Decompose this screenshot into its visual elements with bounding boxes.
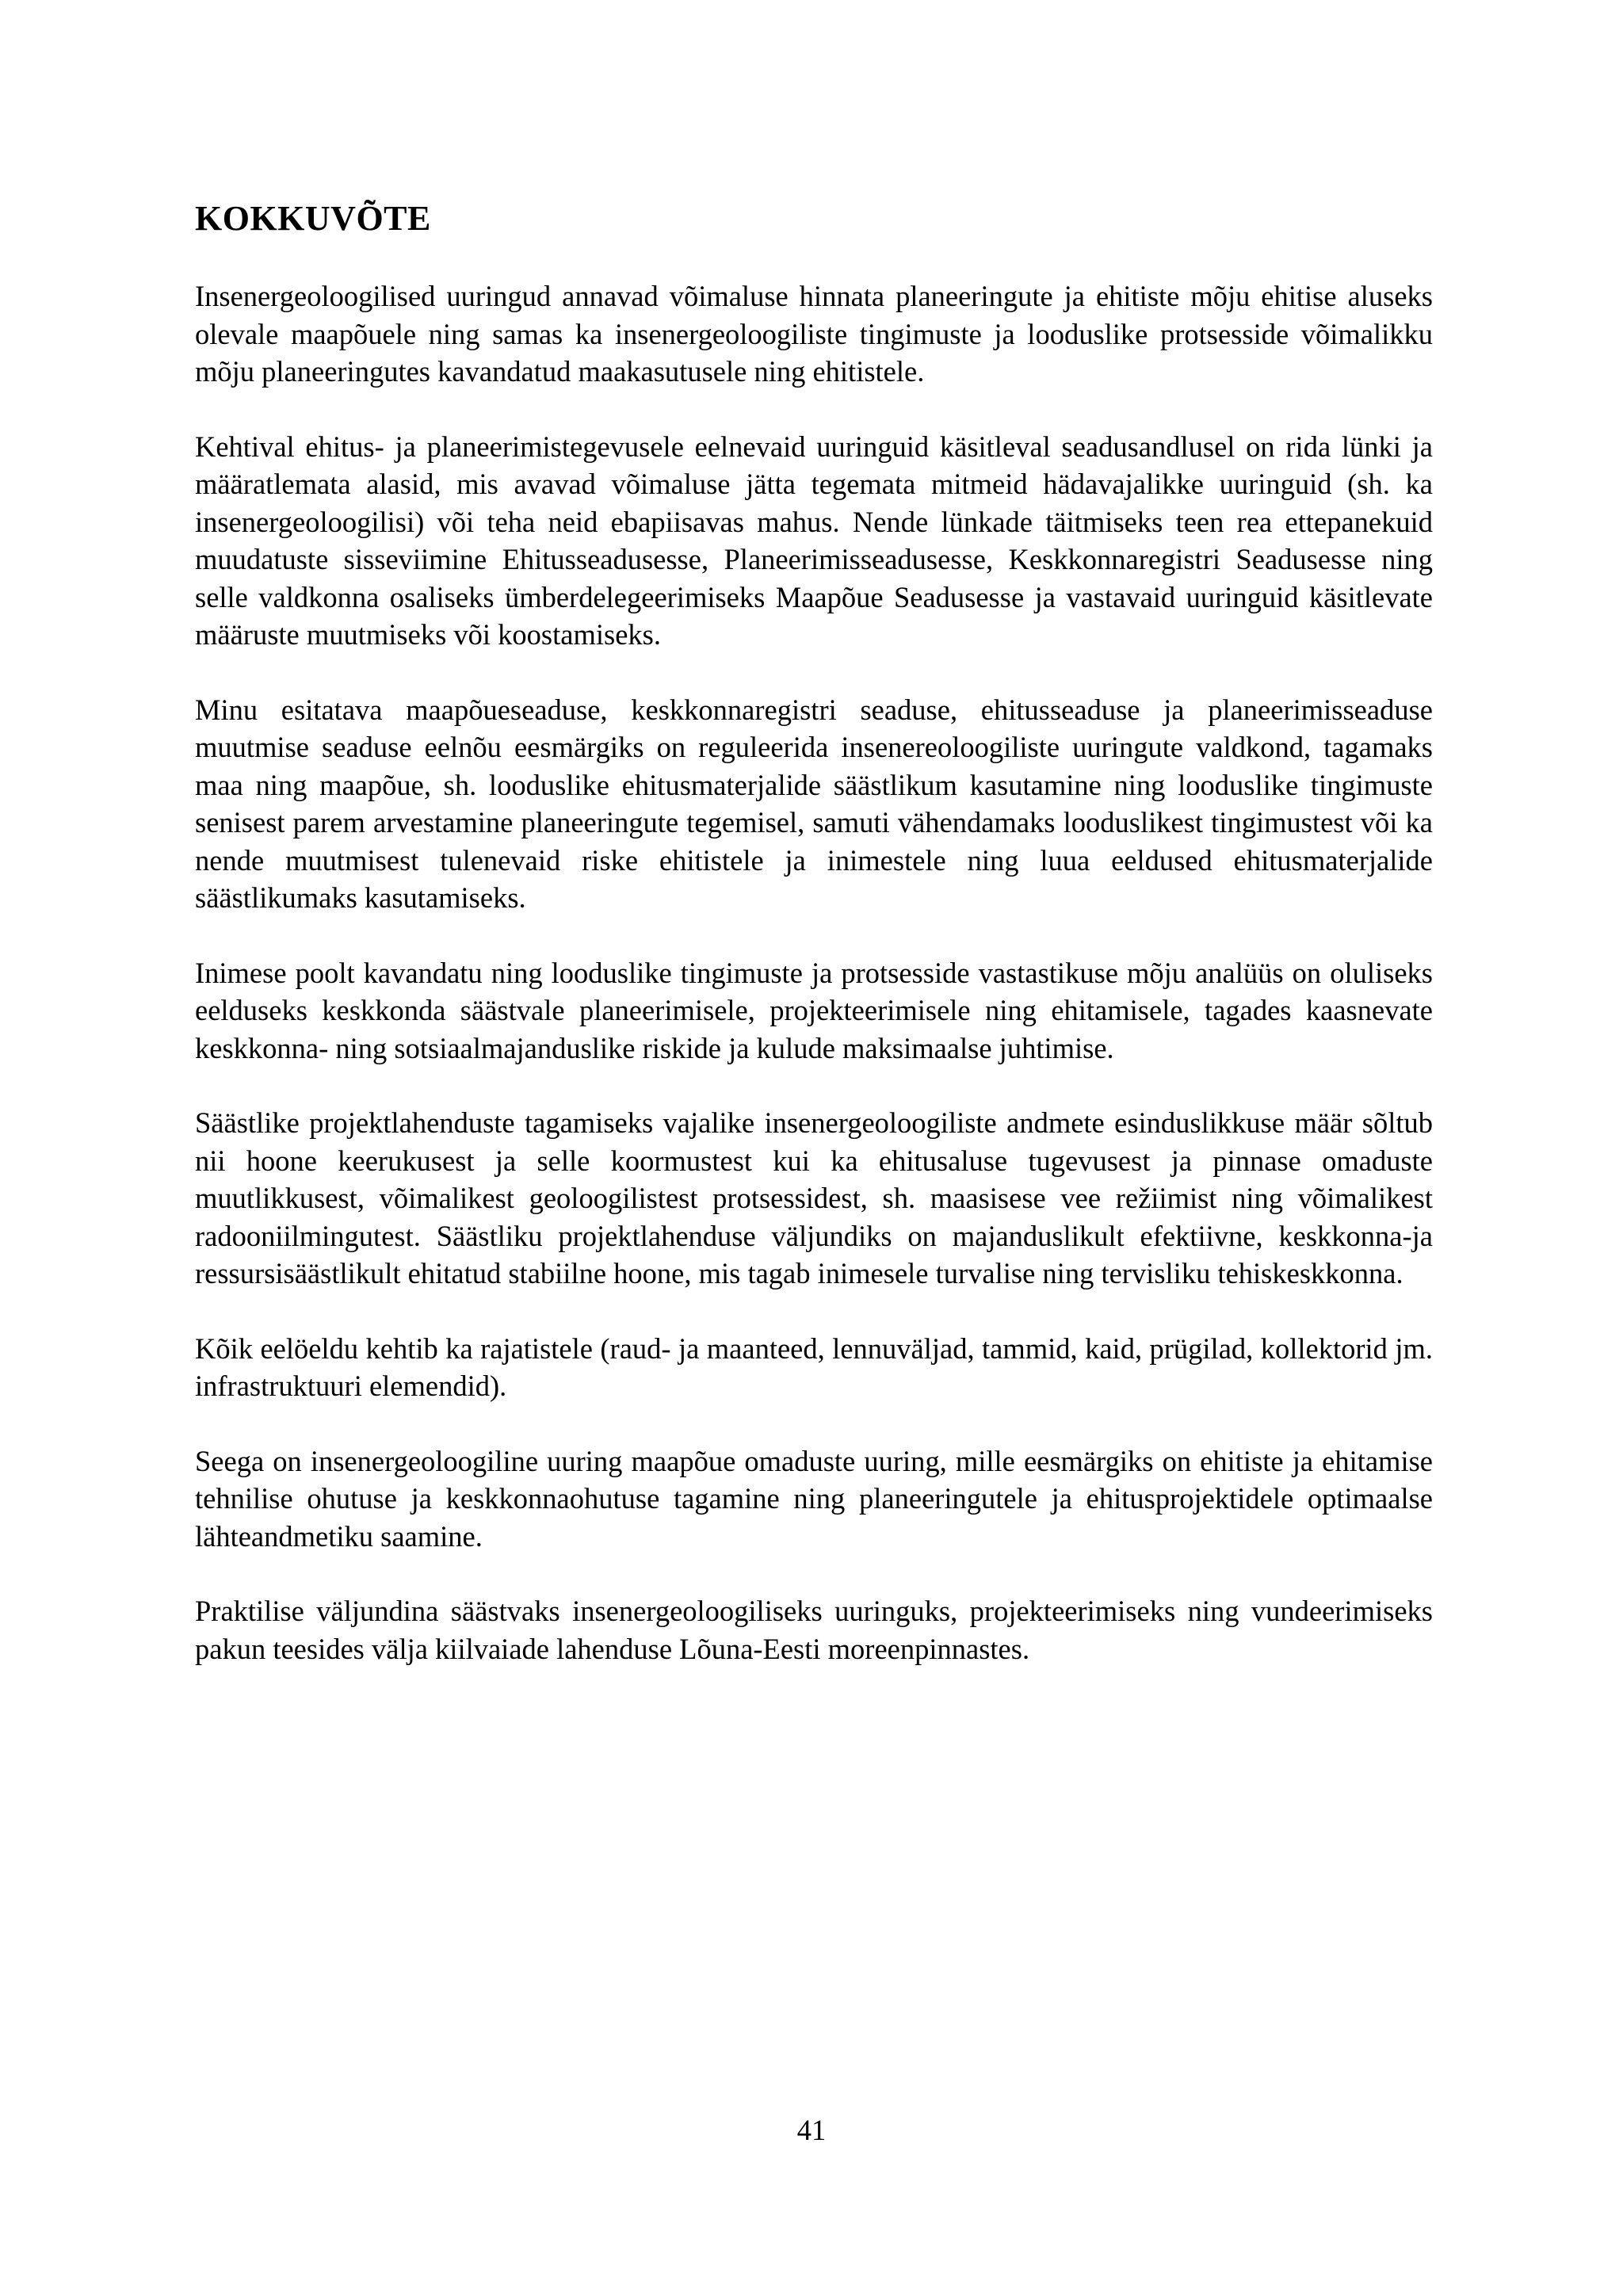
paragraph-4: Inimese poolt kavandatu ning looduslike tingimuste ja protsesside vastastikuse mõju analüüs on oluliseks eelduseks keskkonda säästvale planeerimisele, projekteerimisele ning ehitamisele, tagades kaasnevate keskkonna- ning sotsiaalmajanduslike riskide ja kulude maksimaalse juhtimise.	[195, 956, 1433, 1064]
section-heading: KOKKUVÕTE	[195, 199, 431, 238]
paragraph-1: Insenergeoloogilised uuringud annavad võimaluse hinnata planeeringute ja ehitiste mõju ehitise aluseks olevale maapõuele ning samas ka insenergeoloogiliste tingimuste ja looduslike protsesside võimalikku mõju planeeringutes kavandatud maakasutusele ning ehitistele.	[195, 280, 1433, 388]
paragraph-2: Kehtival ehitus- ja planeerimistegevusele eelnevaid uuringuid käsitleval seadusandlusel on rida lünki ja määratlemata alasid, mis avavad võimaluse jätta tegemata mitmeid hädavajalikke uuringuid (sh. ka insenergeoloogilisi) või teha neid ebapiisavas mahus. Nende lünkade täitmiseks teen rea ettepanekuid muudatuste sisseviimine Ehitusseadusesse, Planeerimisseadusesse, Keskkonnaregistri Seadusesse ning selle valdkonna osaliseks ümberdelegeerimiseks Maapõue Seadusesse ja vastavaid uuringuid käsitlevate määruste muutmiseks või koostamiseks.	[195, 430, 1433, 651]
paragraph-3: Minu esitatava maapõueseaduse, keskkonnaregistri seaduse, ehitusseaduse ja planeerimisseaduse muutmise seaduse eelnõu eesmärgiks on reguleerida insenereoloogiliste uuringute valdkond, tagamaks maa ning maapõue, sh. looduslike ehitusmaterjalide säästlikum kasutamine ning looduslike tingimuste senisest parem arvestamine planeeringute tegemisel, samuti vähendamaks looduslikest tingimustest või ka nende muutmisest tulenevaid riske ehitistele ja inimestele ning luua eeldused ehitusmaterjalide säästlikumaks kasutamiseks.	[195, 693, 1433, 914]
paragraph-8: Praktilise väljundina säästvaks insenergeoloogiliseks uuringuks, projekteerimiseks ning vundeerimiseks pakun teesides välja kiilvaiade lahenduse Lõuna-Eesti moreenpinnastes.	[195, 1595, 1433, 1665]
paragraph-7: Seega on insenergeoloogiline uuring maapõue omaduste uuring, mille eesmärgiks on ehitiste ja ehitamise tehnilise ohutuse ja keskkonnaohutuse tagamine ning planeeringutele ja ehitusprojektidele optimaalse lähteandmetiku saamine.	[195, 1444, 1433, 1553]
paragraph-6: Kõik eelöeldu kehtib ka rajatistele (raud- ja maanteed, lennuväljad, tammid, kaid, prügilad, kollektorid jm. infrastruktuuri elemendid).	[195, 1331, 1433, 1402]
paragraph-5: Säästlike projektlahenduste tagamiseks vajalike insenergeoloogiliste andmete esinduslikkuse määr sõltub nii hoone keerukusest ja selle koormustest kui ka ehitusaluse tugevusest ja pinnase omaduste muutlikkusest, võimalikest geoloogilistest protsessidest, sh. maasisese vee režiimist ning võimalikest radooniilmingutest. Säästliku projektlahenduse väljundiks on majanduslikult efektiivne, keskkonna-ja ressursisäästlikult ehitatud stabiilne hoone, mis tagab inimesele turvalise ning tervisliku tehiskeskkonna.	[195, 1106, 1433, 1289]
page-number: 41	[796, 2114, 827, 2146]
document-body	[195, 197, 1433, 1705]
